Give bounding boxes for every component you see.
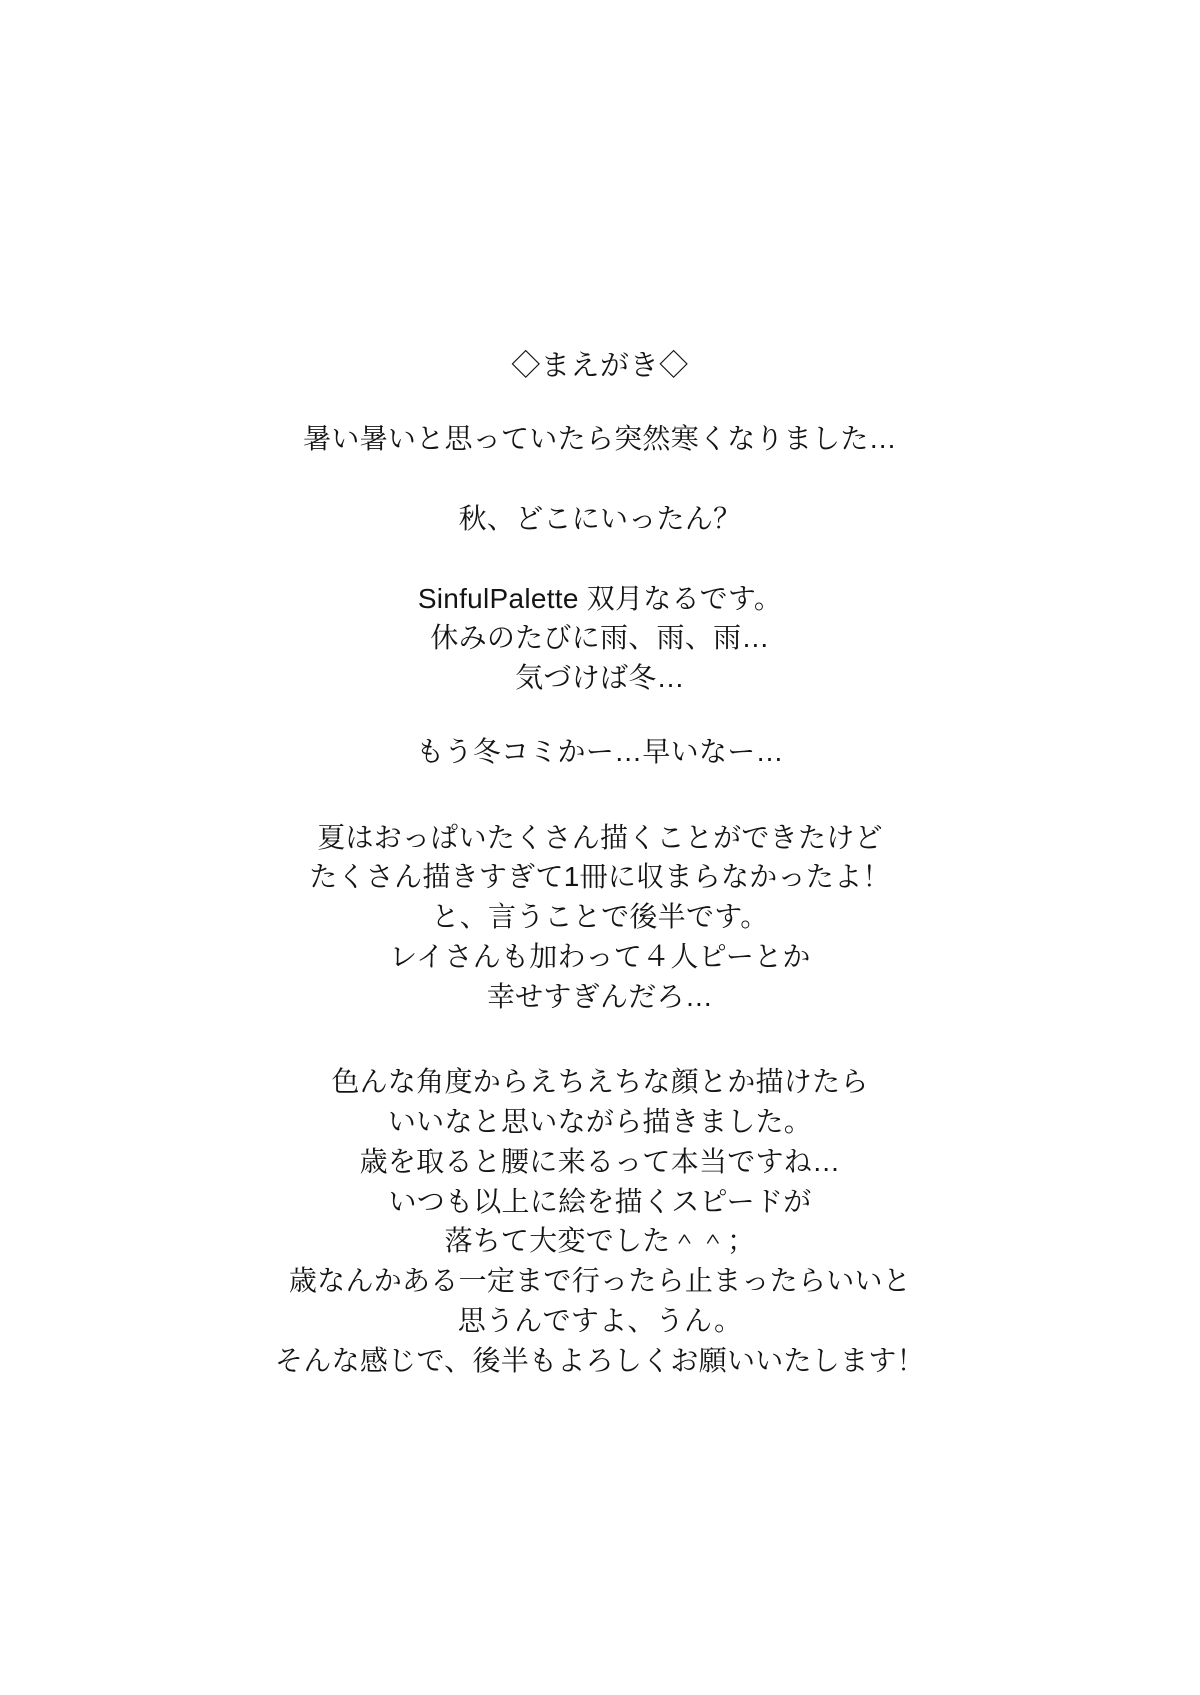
text-line: いつも以上に絵を描くスピードが	[388, 1185, 812, 1217]
text-line: 秋、どこにいったん？	[458, 502, 742, 534]
text-line: SinfulPalette 双月なるです。	[417, 582, 783, 614]
text-line: たくさん描きすぎて1冊に収まらなかったよ！	[309, 861, 891, 893]
paragraph-closing	[275, 1062, 925, 1380]
text-line: 幸せすぎんだろ…	[486, 980, 714, 1012]
spacer	[275, 772, 925, 818]
text-line: 暑い暑いと思っていたら突然寒くなりました…	[303, 423, 897, 454]
text-line: 色んな角度からえちえちな顔とか描けたら	[331, 1066, 869, 1098]
spacer	[275, 1016, 925, 1062]
text-line: そんな感じで、後半もよろしくお願いいたします！	[275, 1344, 925, 1376]
spacer	[275, 539, 925, 579]
spacer	[275, 698, 925, 732]
text-line: 思うんですよ、うん。	[457, 1304, 743, 1336]
page-title: ◇まえがき◇	[511, 350, 689, 382]
text-line: 気づけば冬…	[515, 662, 685, 693]
paragraph-self-introduction	[275, 579, 925, 698]
text-line: 歳を取ると腰に来るって本当ですね…	[359, 1145, 841, 1177]
text-line: と、言うことで後半です。	[431, 901, 769, 932]
text-line: もう冬コミかー…早いなー…	[416, 735, 784, 767]
text-line: 落ちて大変でした＾＾；	[444, 1225, 756, 1257]
paragraph-summer-volume	[275, 818, 925, 1017]
afterword-body	[275, 352, 925, 1380]
text-line: レイさんも加わって４人ピーとか	[389, 940, 811, 972]
paragraph-greeting	[275, 419, 925, 459]
text-line: 夏はおっぱいたくさん描くことができたけど	[317, 821, 883, 853]
text-line: 休みのたびに雨、雨、雨…	[430, 622, 770, 654]
text-line: いいなと思いながら描きました。	[387, 1106, 813, 1137]
text-line: 歳なんかある一定まで行ったら止まったらいいと	[288, 1265, 912, 1296]
paragraph-autumn-question	[275, 499, 925, 539]
paragraph-winter-comiket	[275, 732, 925, 772]
spacer	[275, 459, 925, 499]
